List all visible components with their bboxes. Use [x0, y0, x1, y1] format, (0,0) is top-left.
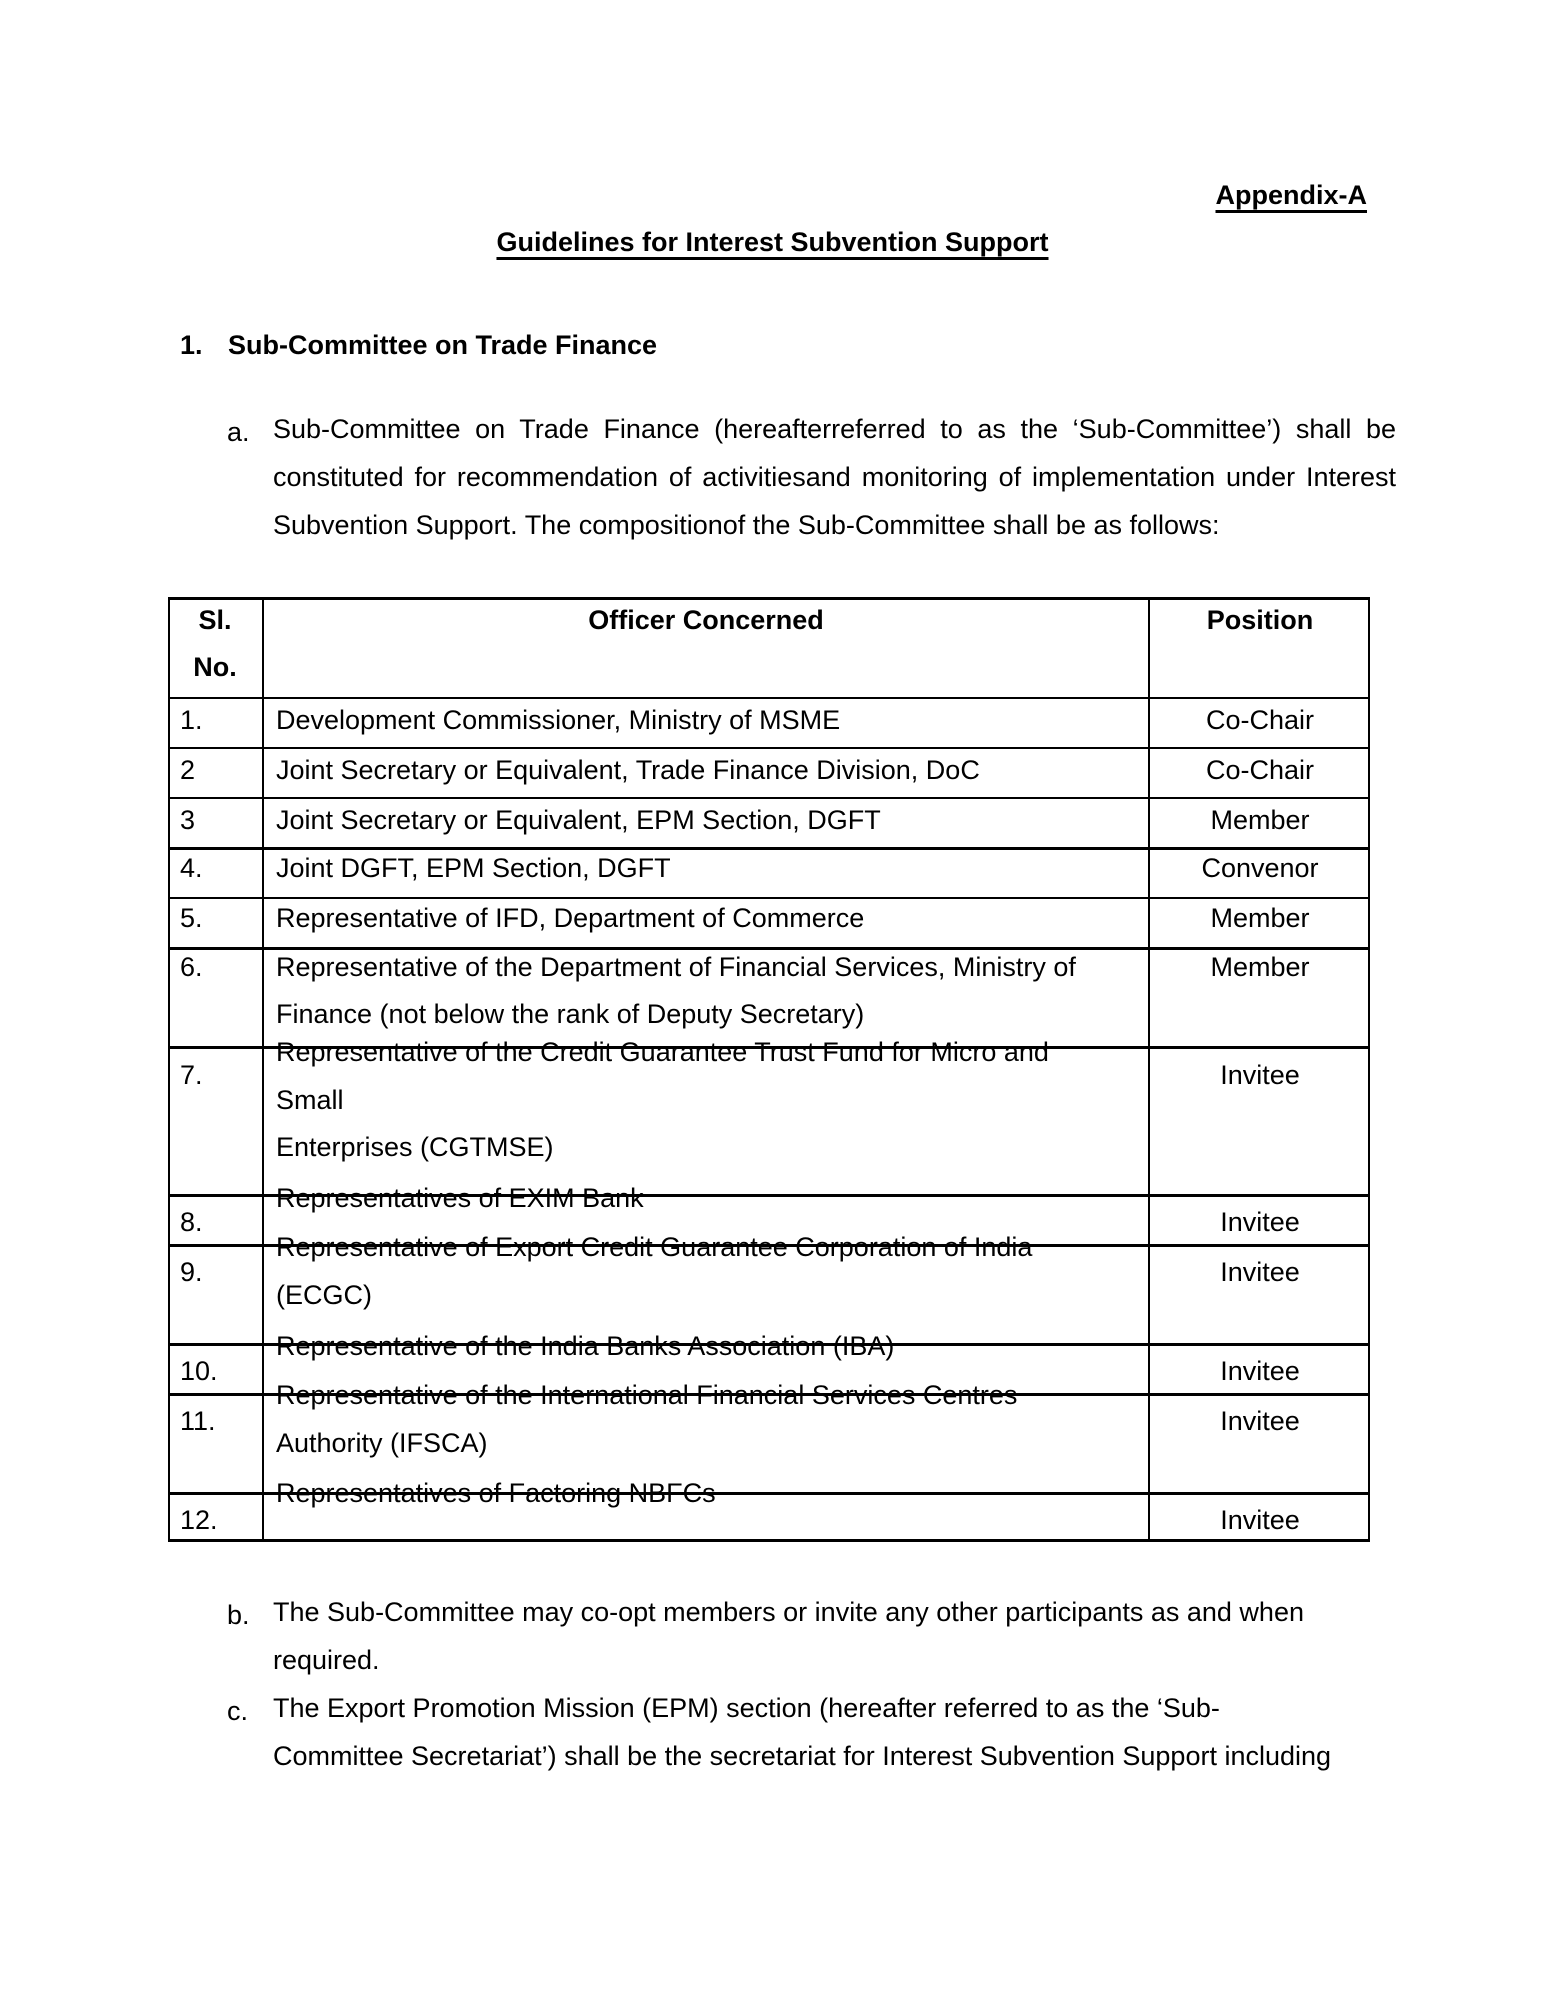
list-marker-a: a.	[227, 417, 250, 447]
para-c-line-2: Committee Secretariat’) shall be the secretariat for Interest Subvention Support including	[273, 1741, 1332, 1771]
row-3-sl: 3	[180, 805, 196, 835]
row-7-officer-line-3: Enterprises (CGTMSE)	[276, 1132, 554, 1162]
row-7-sl: 7.	[180, 1060, 203, 1090]
row-7-officer-line-1: Representative of the Credit Guarantee Trust Fund for Micro and	[276, 1037, 1049, 1067]
row-2-sl: 2	[180, 755, 196, 785]
row-10-officer: Representative of the India Banks Association (IBA)	[276, 1331, 895, 1361]
row-10-position: Invitee	[1220, 1356, 1300, 1386]
column-divider	[262, 597, 264, 1542]
row-2-officer: Joint Secretary or Equivalent, Trade Finance Division, DoC	[276, 755, 980, 785]
row-5-sl: 5.	[180, 903, 203, 933]
row-9-officer-line-2: (ECGC)	[276, 1280, 372, 1310]
row-7-position: Invitee	[1220, 1060, 1300, 1090]
row-12-position: Invitee	[1220, 1505, 1300, 1535]
row-9-position: Invitee	[1220, 1257, 1300, 1287]
row-1-sl: 1.	[180, 705, 203, 735]
row-6-officer-line-2: Finance (not below the rank of Deputy Secretary)	[276, 999, 865, 1029]
header-position: Position	[1206, 605, 1314, 635]
table-border-left	[168, 597, 170, 1542]
para-a-line-1: Sub-Committee on Trade Finance (hereafterreferred to as the ‘Sub-Committee’) shall be	[273, 414, 1396, 444]
para-b-line-2: required.	[273, 1645, 380, 1675]
row-6-officer-line-1: Representative of the Department of Financial Services, Ministry of	[276, 952, 1076, 982]
row-12-officer: Representatives of Factoring NBFCs	[276, 1478, 716, 1508]
document-title: Guidelines for Interest Subvention Support	[496, 227, 1049, 257]
list-marker-b: b.	[227, 1600, 250, 1630]
row-1-officer: Development Commissioner, Ministry of MSME	[276, 705, 841, 735]
row-11-officer-line-2: Authority (IFSCA)	[276, 1428, 488, 1458]
row-5-officer: Representative of IFD, Department of Commerce	[276, 903, 865, 933]
row-2-position: Co-Chair	[1205, 755, 1315, 785]
para-a-line-3: Subvention Support. The compositionof the Sub-Committee shall be as follows:	[273, 510, 1220, 540]
row-11-sl: 11.	[180, 1406, 216, 1436]
row-3-officer: Joint Secretary or Equivalent, EPM Section, DGFT	[276, 805, 881, 835]
row-1-position: Co-Chair	[1205, 705, 1315, 735]
row-11-position: Invitee	[1220, 1406, 1300, 1436]
row-4-sl: 4.	[180, 853, 203, 883]
row-8-position: Invitee	[1220, 1207, 1300, 1237]
row-10-sl: 10.	[180, 1356, 218, 1386]
appendix-label: Appendix-A	[1215, 180, 1367, 210]
row-3-position: Member	[1210, 805, 1310, 835]
row-8-sl: 8.	[180, 1207, 203, 1237]
header-sl-line1: Sl.	[198, 605, 232, 635]
row-8-officer: Representatives of EXIM Bank	[276, 1183, 644, 1213]
header-sl-line2: No.	[193, 652, 237, 682]
para-c-line-1: The Export Promotion Mission (EPM) section (hereafter referred to as the ‘Sub-	[273, 1693, 1220, 1723]
row-6-position: Member	[1210, 952, 1310, 982]
composition-table	[168, 597, 1370, 1542]
row-11-officer-line-1: Representative of the International Financial Services Centres	[276, 1380, 1018, 1410]
row-4-officer: Joint DGFT, EPM Section, DGFT	[276, 853, 671, 883]
row-9-sl: 9.	[180, 1257, 203, 1287]
para-b-line-1: The Sub-Committee may co-opt members or invite any other participants as and when	[273, 1597, 1304, 1627]
para-a-line-2: constituted for recommendation of activitiesand monitoring of implementation under Interest	[273, 462, 1396, 492]
header-sl-no	[168, 597, 262, 691]
row-9-officer-line-1: Representative of Export Credit Guarantee Corporation of India	[276, 1232, 1033, 1262]
row-5-position: Member	[1210, 903, 1310, 933]
row-6-sl: 6.	[180, 952, 203, 982]
section-heading	[180, 330, 657, 361]
section-title: Sub-Committee on Trade Finance	[228, 330, 658, 360]
section-number: 1.	[180, 330, 203, 360]
header-officer: Officer Concerned	[588, 605, 824, 635]
row-7-officer-line-2: Small	[276, 1085, 344, 1115]
list-marker-c: c.	[227, 1696, 249, 1726]
row-12-sl: 12.	[180, 1505, 218, 1535]
row-4-position: Convenor	[1201, 853, 1319, 883]
